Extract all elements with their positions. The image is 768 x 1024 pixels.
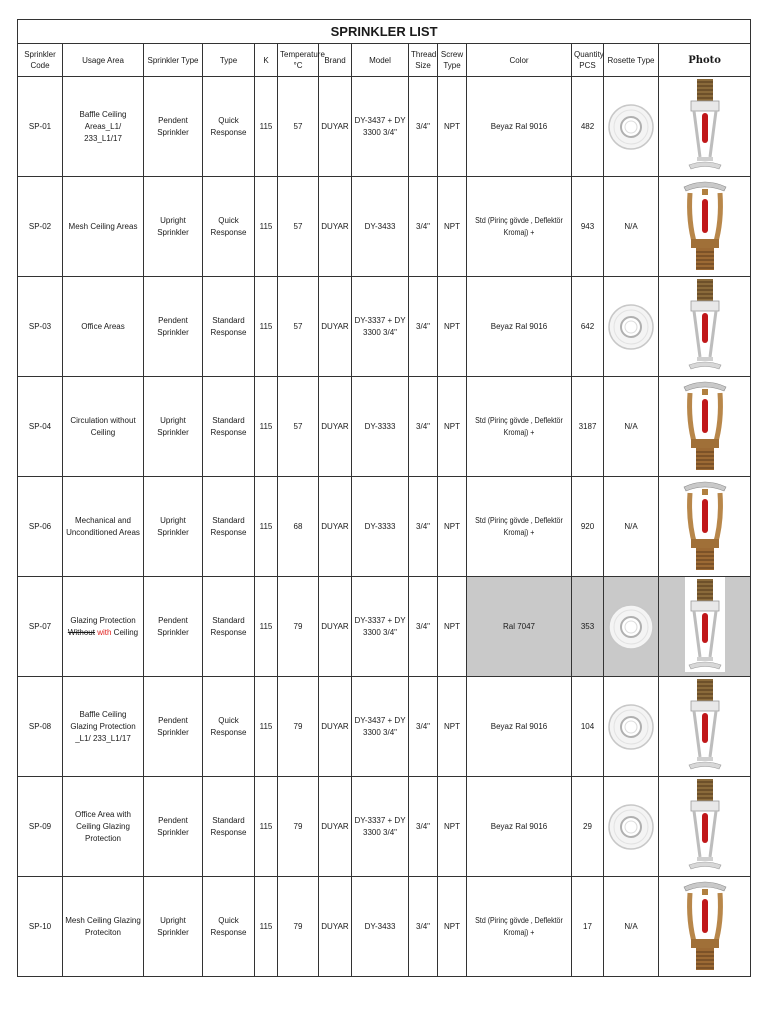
cell-usage: Mesh Ceiling Glazing Proteciton xyxy=(63,877,144,977)
cell-quantity: 920 xyxy=(572,477,604,577)
cell-temperature: 79 xyxy=(278,677,319,777)
cell-code: SP-08 xyxy=(18,677,63,777)
cell-model: DY-3337 + DY 3300 3/4" xyxy=(352,777,409,877)
cell-thread: 3/4" xyxy=(409,77,438,177)
upright-sprinkler-icon xyxy=(682,377,728,472)
cell-color: Beyaz Ral 9016 xyxy=(467,677,572,777)
cell-temperature: 57 xyxy=(278,277,319,377)
cell-code: SP-06 xyxy=(18,477,63,577)
table-row xyxy=(18,877,751,977)
sprinkler-table xyxy=(17,19,751,977)
cell-screw: NPT xyxy=(438,77,467,177)
cell-temperature: 57 xyxy=(278,377,319,477)
cell-k: 115 xyxy=(255,77,278,177)
color-text: Std (Pirinç gövde , Deflektör Kromaj) + xyxy=(475,915,563,937)
rosette-icon xyxy=(606,802,656,852)
header-code: Sprinkler Code xyxy=(18,44,63,77)
cell-screw: NPT xyxy=(438,177,467,277)
cell-rosette xyxy=(604,777,659,877)
rosette-icon xyxy=(606,102,656,152)
cell-rosette: N/A xyxy=(604,177,659,277)
color-text: Std (Pirinç gövde , Deflektör Kromaj) + xyxy=(475,215,563,237)
cell-quantity: 943 xyxy=(572,177,604,277)
upright-sprinkler-icon xyxy=(682,877,728,972)
cell-temperature: 79 xyxy=(278,877,319,977)
cell-model: DY-3337 + DY 3300 3/4" xyxy=(352,577,409,677)
cell-temperature: 79 xyxy=(278,577,319,677)
cell-temperature: 57 xyxy=(278,177,319,277)
cell-photo xyxy=(659,577,751,677)
cell-usage: Baffle Ceiling Areas_L1/ 233_L1/17 xyxy=(63,77,144,177)
cell-temperature: 57 xyxy=(278,77,319,177)
cell-code: SP-03 xyxy=(18,277,63,377)
usage-text: Glazing Protection xyxy=(70,615,136,625)
cell-k: 115 xyxy=(255,277,278,377)
cell-sprinkler-type: Pendent Sprinkler xyxy=(144,577,203,677)
cell-k: 115 xyxy=(255,677,278,777)
cell-sprinkler-type: Pendent Sprinkler xyxy=(144,77,203,177)
cell-sprinkler-type: Upright Sprinkler xyxy=(144,377,203,477)
cell-type: Standard Response xyxy=(203,777,255,877)
header-rosette: Rosette Type xyxy=(604,44,659,77)
cell-type: Standard Response xyxy=(203,377,255,477)
cell-color xyxy=(467,877,572,977)
cell-photo xyxy=(659,877,751,977)
rosette-icon xyxy=(606,702,656,752)
cell-thread: 3/4" xyxy=(409,677,438,777)
cell-thread: 3/4" xyxy=(409,177,438,277)
header-k: K xyxy=(255,44,278,77)
cell-screw: NPT xyxy=(438,677,467,777)
cell-model: DY-3433 xyxy=(352,877,409,977)
cell-model: DY-3333 xyxy=(352,477,409,577)
cell-code: SP-04 xyxy=(18,377,63,477)
pendent-sprinkler-icon xyxy=(685,677,725,772)
pendent-sprinkler-icon xyxy=(685,577,725,672)
header-type: Type xyxy=(203,44,255,77)
color-text: Std (Pirinç gövde , Deflektör Kromaj) + xyxy=(475,415,563,437)
cell-sprinkler-type: Pendent Sprinkler xyxy=(144,277,203,377)
usage-text: Ceiling xyxy=(113,627,139,637)
cell-sprinkler-type: Pendent Sprinkler xyxy=(144,777,203,877)
header-thread: Thread Size xyxy=(409,44,438,77)
pendent-sprinkler-icon xyxy=(685,77,725,172)
cell-quantity: 3187 xyxy=(572,377,604,477)
upright-sprinkler-icon xyxy=(682,477,728,572)
cell-screw: NPT xyxy=(438,377,467,477)
cell-code: SP-07 xyxy=(18,577,63,677)
cell-type: Standard Response xyxy=(203,577,255,677)
cell-color xyxy=(467,177,572,277)
table-row xyxy=(18,177,751,277)
cell-brand: DUYAR xyxy=(319,77,352,177)
cell-thread: 3/4" xyxy=(409,877,438,977)
cell-brand: DUYAR xyxy=(319,677,352,777)
cell-color: Beyaz Ral 9016 xyxy=(467,777,572,877)
cell-brand: DUYAR xyxy=(319,577,352,677)
cell-model: DY-3333 xyxy=(352,377,409,477)
cell-quantity: 17 xyxy=(572,877,604,977)
cell-k: 115 xyxy=(255,477,278,577)
cell-k: 115 xyxy=(255,777,278,877)
cell-rosette: N/A xyxy=(604,377,659,477)
table-row xyxy=(18,577,751,677)
cell-screw: NPT xyxy=(438,877,467,977)
cell-model: DY-3337 + DY 3300 3/4" xyxy=(352,277,409,377)
cell-code: SP-02 xyxy=(18,177,63,277)
table-title: SPRINKLER LIST xyxy=(18,20,751,44)
usage-red-text: with xyxy=(97,627,112,637)
rosette-icon xyxy=(606,302,656,352)
cell-type: Standard Response xyxy=(203,477,255,577)
cell-rosette xyxy=(604,277,659,377)
cell-quantity: 642 xyxy=(572,277,604,377)
table-row xyxy=(18,277,751,377)
header-photo: Photo xyxy=(659,44,751,77)
table-row xyxy=(18,777,751,877)
cell-sprinkler-type: Upright Sprinkler xyxy=(144,477,203,577)
cell-rosette: N/A xyxy=(604,877,659,977)
cell-color: Ral 7047 xyxy=(467,577,572,677)
cell-color xyxy=(467,377,572,477)
cell-rosette xyxy=(604,577,659,677)
cell-k: 115 xyxy=(255,877,278,977)
cell-k: 115 xyxy=(255,177,278,277)
table-row xyxy=(18,77,751,177)
upright-sprinkler-icon xyxy=(682,177,728,272)
cell-k: 115 xyxy=(255,377,278,477)
cell-usage xyxy=(63,577,144,677)
cell-photo xyxy=(659,177,751,277)
cell-quantity: 104 xyxy=(572,677,604,777)
rosette-icon xyxy=(606,602,656,652)
cell-thread: 3/4" xyxy=(409,477,438,577)
cell-temperature: 79 xyxy=(278,777,319,877)
cell-model: DY-3437 + DY 3300 3/4" xyxy=(352,77,409,177)
cell-brand: DUYAR xyxy=(319,877,352,977)
cell-thread: 3/4" xyxy=(409,777,438,877)
cell-screw: NPT xyxy=(438,777,467,877)
usage-strike-text: Without xyxy=(67,627,95,637)
cell-temperature: 68 xyxy=(278,477,319,577)
cell-photo xyxy=(659,777,751,877)
cell-k: 115 xyxy=(255,577,278,677)
cell-photo xyxy=(659,477,751,577)
cell-usage: Baffle Ceiling Glazing Protection _L1/ 233_L1/17 xyxy=(63,677,144,777)
cell-thread: 3/4" xyxy=(409,577,438,677)
cell-photo xyxy=(659,277,751,377)
header-temperature: Temperature °C xyxy=(278,44,319,77)
cell-sprinkler-type: Pendent Sprinkler xyxy=(144,677,203,777)
cell-usage: Office Areas xyxy=(63,277,144,377)
cell-model: DY-3433 xyxy=(352,177,409,277)
cell-brand: DUYAR xyxy=(319,377,352,477)
table-row xyxy=(18,477,751,577)
cell-photo xyxy=(659,377,751,477)
cell-usage: Circulation without Ceiling xyxy=(63,377,144,477)
cell-thread: 3/4" xyxy=(409,377,438,477)
header-usage: Usage Area xyxy=(63,44,144,77)
cell-type: Quick Response xyxy=(203,77,255,177)
cell-code: SP-01 xyxy=(18,77,63,177)
cell-usage: Office Area with Ceiling Glazing Protection xyxy=(63,777,144,877)
cell-brand: DUYAR xyxy=(319,277,352,377)
cell-rosette xyxy=(604,77,659,177)
table-row xyxy=(18,677,751,777)
header-brand: Brand xyxy=(319,44,352,77)
cell-brand: DUYAR xyxy=(319,777,352,877)
color-text: Std (Pirinç gövde , Deflektör Kromaj) + xyxy=(475,515,563,537)
cell-screw: NPT xyxy=(438,277,467,377)
header-model: Model xyxy=(352,44,409,77)
cell-model: DY-3437 + DY 3300 3/4" xyxy=(352,677,409,777)
cell-quantity: 353 xyxy=(572,577,604,677)
pendent-sprinkler-icon xyxy=(685,277,725,372)
header-color: Color xyxy=(467,44,572,77)
cell-code: SP-10 xyxy=(18,877,63,977)
cell-code: SP-09 xyxy=(18,777,63,877)
header-sprinkler-type: Sprinkler Type xyxy=(144,44,203,77)
cell-sprinkler-type: Upright Sprinkler xyxy=(144,877,203,977)
table-row xyxy=(18,377,751,477)
cell-color xyxy=(467,477,572,577)
header-screw: Screw Type xyxy=(438,44,467,77)
cell-type: Quick Response xyxy=(203,677,255,777)
cell-screw: NPT xyxy=(438,577,467,677)
cell-color: Beyaz Ral 9016 xyxy=(467,277,572,377)
cell-quantity: 482 xyxy=(572,77,604,177)
cell-rosette xyxy=(604,677,659,777)
cell-sprinkler-type: Upright Sprinkler xyxy=(144,177,203,277)
pendent-sprinkler-icon xyxy=(685,777,725,872)
cell-quantity: 29 xyxy=(572,777,604,877)
cell-photo xyxy=(659,677,751,777)
cell-type: Quick Response xyxy=(203,877,255,977)
cell-usage: Mesh Ceiling Areas xyxy=(63,177,144,277)
cell-type: Standard Response xyxy=(203,277,255,377)
cell-photo xyxy=(659,77,751,177)
cell-brand: DUYAR xyxy=(319,177,352,277)
cell-type: Quick Response xyxy=(203,177,255,277)
cell-color: Beyaz Ral 9016 xyxy=(467,77,572,177)
cell-thread: 3/4" xyxy=(409,277,438,377)
cell-usage: Mechanical and Unconditioned Areas xyxy=(63,477,144,577)
header-quantity: Quantity PCS xyxy=(572,44,604,77)
cell-rosette: N/A xyxy=(604,477,659,577)
cell-brand: DUYAR xyxy=(319,477,352,577)
cell-screw: NPT xyxy=(438,477,467,577)
